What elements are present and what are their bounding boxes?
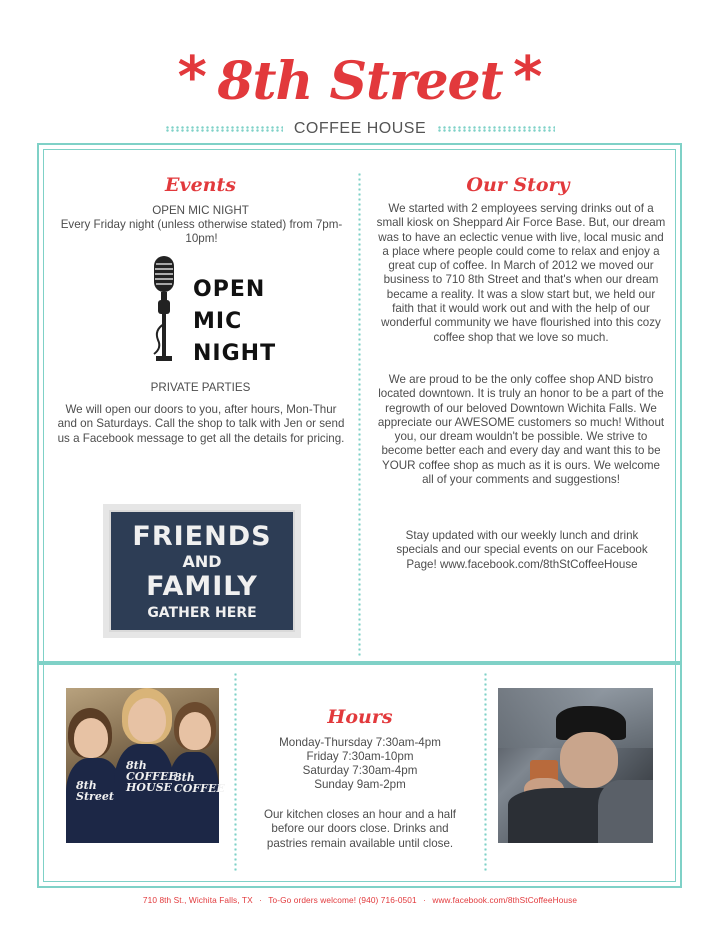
hours-line: Friday 7:30am-10pm [306, 750, 414, 763]
story-title: Our Story [466, 174, 570, 196]
sign [109, 510, 295, 632]
dotted-divider [165, 126, 283, 132]
column-divider [358, 172, 361, 658]
hours-section [240, 700, 480, 870]
footer-separator: · [423, 895, 426, 905]
shirt-logo-line: COFFEE [174, 782, 225, 795]
staff-photo [66, 688, 225, 843]
shirt-logo-line: 8th [174, 771, 195, 784]
microphone-icon [148, 254, 182, 364]
sign-line: FRIENDS [132, 521, 272, 552]
footer-website-link[interactable]: www.facebook.com/8thStCoffeeHouse [432, 895, 578, 905]
hours-title: Hours [327, 706, 393, 728]
events-section [48, 170, 353, 660]
open-mic-word: MIC [193, 309, 243, 334]
shirt-logo [174, 772, 225, 794]
column-divider [484, 672, 487, 872]
horizontal-divider [37, 661, 682, 665]
logo-subtitle: COFFEE HOUSE [293, 120, 427, 137]
story-section [363, 170, 673, 660]
kitchen-note: Our kitchen closes an hour and a half before our doors close. Drinks and pastries remain available until close. [263, 808, 457, 850]
shirt-logo [76, 780, 114, 802]
shirt-logo-line: HOUSE [126, 781, 172, 794]
page-header [0, 0, 720, 145]
hours-line: Monday-Thursday 7:30am-4pm [279, 736, 441, 749]
hours-line: Saturday 7:30am-4pm [302, 764, 418, 777]
story-paragraph: We started with 2 employees serving drinks out of a small kiosk on Sheppard Air Force Base. But, our dream was to have an eclectic venue with live, local music and a place where people could come to relax and enjoy a great cup of coffee. In March of 2012 we moved our business to 710 8th Street and that's when our dream became a reality. It was a slow start but, we held our faith that it would work out and with the help of our wonderful community we have flourished into this cozy coffee shop that we love so much. [376, 202, 666, 344]
story-paragraph: We are proud to be the only coffee shop AND bistro located downtown. It is truly an honor to be a part of the regrowth of our beloved Downtown Wichita Falls. We appreciate our AWESOME customers so much! Without you, our dream wouldn't be possible. We strive to become better each and every day and want this to be YOUR coffee shop as much as it is ours. We welcome all of your comments and suggestions! [377, 373, 665, 487]
open-mic-word: NIGHT [193, 341, 277, 366]
private-parties-heading: PRIVATE PARTIES [150, 381, 251, 394]
open-mic-lettering [193, 274, 276, 370]
footer-address: 710 8th St., Wichita Falls, TX [142, 895, 253, 905]
footer-togo: To-Go orders welcome! (940) 716-0501 [268, 895, 417, 905]
facebook-promo: Stay updated with our weekly lunch and drink specials and our special events on our Facebook Page! www.facebook.com/8thStCoffeeHouse [396, 529, 648, 571]
sign-line: GATHER HERE [147, 605, 257, 621]
footer-separator: · [259, 895, 262, 905]
shirt-logo-line: COFFEE [126, 770, 177, 783]
logo-title: 8th Street [217, 51, 503, 112]
customer-photo [498, 688, 653, 843]
face [74, 718, 108, 758]
logo [0, 45, 720, 112]
open-mic-heading: OPEN MIC NIGHT [152, 204, 249, 217]
hours-line: Sunday 9am-2pm [314, 778, 406, 791]
subtitle-row [165, 118, 555, 140]
private-parties-text: We will open our doors to you, after hours, Mon-Thur and on Saturdays. Call the shop to talk with Jen or send us a Facebook message to get all the details for pricing. [57, 403, 345, 445]
face [560, 732, 618, 788]
sign-line: AND [182, 552, 222, 571]
open-mic-word: OPEN [193, 277, 266, 302]
hood [598, 780, 653, 843]
dotted-divider [437, 126, 555, 132]
shirt-logo-line: 8th [126, 759, 147, 772]
shirt-logo-line: Street [76, 790, 114, 803]
face [128, 698, 166, 742]
friends-family-sign-photo [103, 504, 301, 638]
page-footer [0, 895, 720, 905]
shirt-logo-line: 8th [76, 779, 97, 792]
face [179, 712, 211, 750]
open-mic-text: Every Friday night (unless otherwise stated) from 7pm-10pm! [60, 218, 343, 246]
asterisk-icon: * [513, 45, 543, 110]
asterisk-icon: * [177, 45, 207, 110]
events-title: Events [165, 174, 236, 196]
sign-line: FAMILY [146, 571, 258, 602]
column-divider [234, 672, 237, 872]
open-mic-graphic [148, 254, 277, 366]
shirt-logo [126, 760, 177, 793]
